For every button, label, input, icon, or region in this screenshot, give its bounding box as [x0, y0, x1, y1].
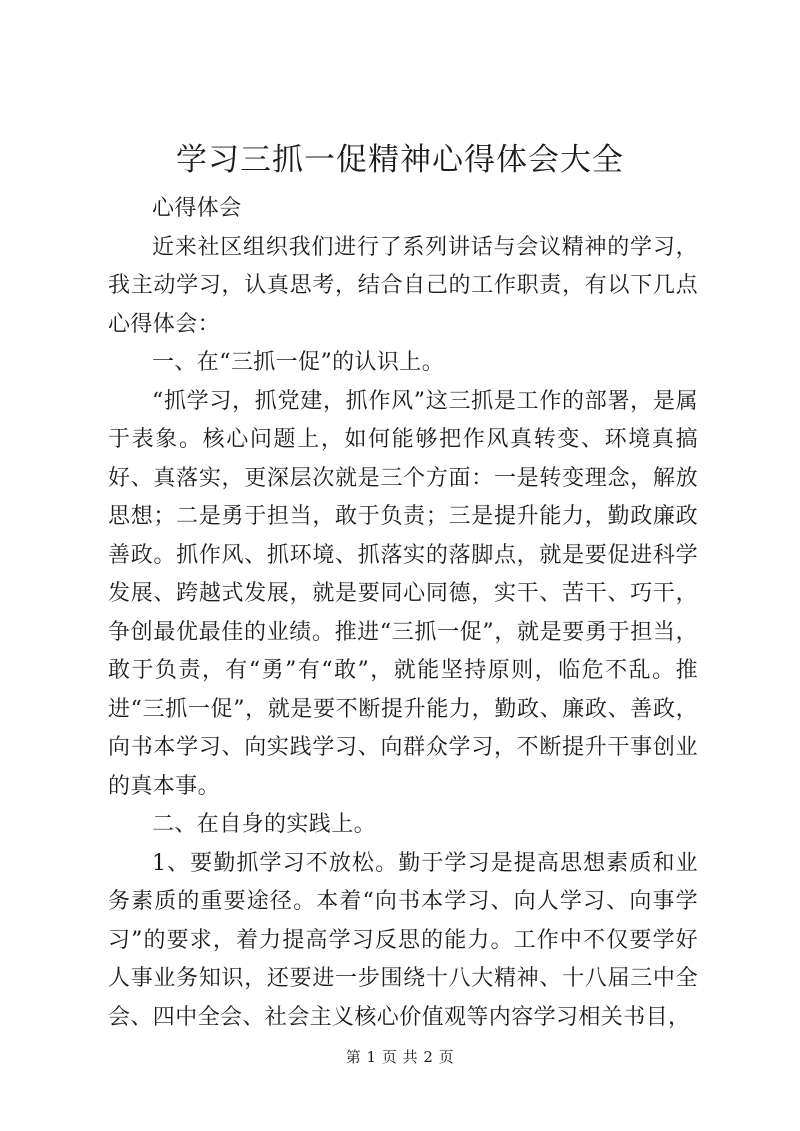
page-footer: 第 1 页 共 2 页: [345, 1048, 455, 1066]
section-heading-2: 二、在自身的实践上。: [152, 812, 377, 837]
document-body: [108, 190, 698, 1037]
paragraph-section-2-item-1: 1、要勤抓学习不放松。勤于学习是提高思想素质和业务素质的重要途径。本着“向书本学习、向人学习、向事学习”的要求，着力提高学习反思的能力。工作中不仅要学好人事业务知识，还要进一步围绕十八大精神、十八届三中全会、四中全会、社会主义核心价值观等内容学习相关书目，: [108, 850, 698, 1030]
document-title: 学习三抓一促精神心得体会大全: [176, 142, 624, 178]
paragraph-section-1: “抓学习，抓党建，抓作风”这三抓是工作的部署，是属于表象。核心问题上，如何能够把作风真转变、环境真搞好、真落实，更深层次就是三个方面：一是转变理念，解放思想；二是勇于担当，敢于负责；三是提升能力，勤政廉政善政。抓作风、抓环境、抓落实的落脚点，就是要促进科学发展、跨越式发展，就是要同心同德，实干、苦干、巧干，争创最优最佳的业绩。推进“三抓一促”，就是要勇于担当，敢于负责，有“勇”有“敢”，就能坚持原则，临危不乱。推进“三抓一促”，就是要不断提升能力，勤政、廉政、善政，向书本学习、向实践学习、向群众学习，不断提升干事创业的真本事。: [108, 388, 698, 799]
section-heading-1: 一、在“三抓一促”的认识上。: [152, 350, 445, 375]
paragraph-heading: 心得体会: [152, 196, 242, 221]
paragraph-intro: 近来社区组织我们进行了系列讲话与会议精神的学习，我主动学习，认真思考，结合自己的工作职责，有以下几点心得体会：: [108, 234, 698, 337]
